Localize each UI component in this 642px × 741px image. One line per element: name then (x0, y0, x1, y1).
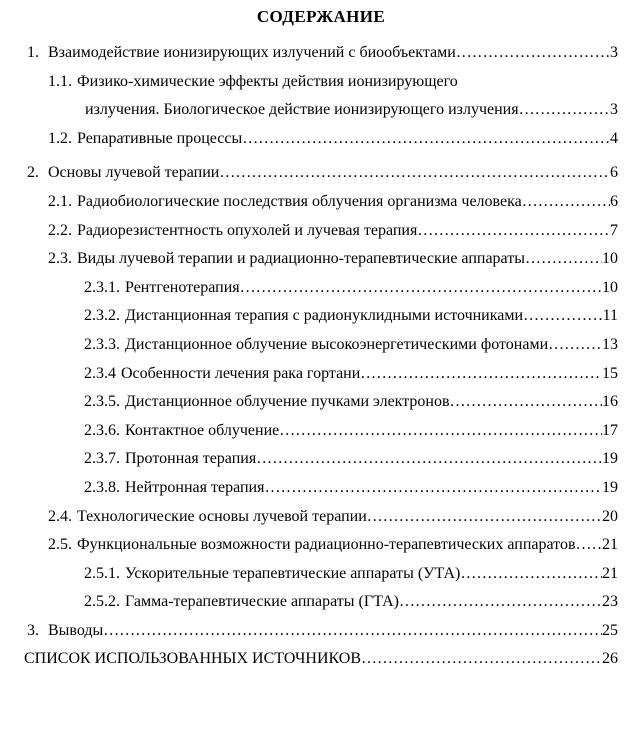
toc-item-2-5-1 (84, 560, 618, 589)
item-number: 1.1. (48, 72, 72, 90)
page-number: 3 (610, 101, 618, 119)
item-label: Виды лучевой терапии и радиационно-терапевтические аппараты (77, 250, 525, 268)
item-number: 3. (27, 621, 39, 639)
item-number: 2.4. (48, 507, 72, 525)
toc-item-2-3-3 (84, 331, 618, 360)
table-of-contents (0, 39, 642, 674)
toc-item-2-3 (48, 245, 618, 274)
page-number: 21 (602, 536, 618, 554)
dot-leader (522, 188, 610, 217)
toc-item-1-2 (48, 125, 618, 154)
page-number: 17 (602, 421, 618, 439)
page-number: 26 (602, 650, 618, 668)
item-label: Функциональные возможности радиационно-терапевтических аппаратов (77, 536, 576, 554)
dot-leader (523, 302, 603, 331)
toc-item-2-1 (48, 188, 618, 217)
toc-item-2-5-2 (84, 588, 618, 617)
page-number: 20 (602, 507, 618, 525)
toc-item-2-3-5 (84, 388, 618, 417)
dot-leader (450, 388, 602, 417)
item-label: Взаимодействие ионизирующих излучений с биообъектами (48, 44, 456, 61)
item-label: Дистанционное облучение высокоэнергетическими фотонами (125, 335, 549, 353)
item-number: 2.1. (48, 192, 72, 210)
page-number: 10 (602, 278, 618, 296)
item-number: 2.3.8. (84, 478, 120, 496)
dot-leader (360, 360, 602, 389)
page-number: 19 (602, 450, 618, 468)
page-number: 6 (610, 164, 618, 182)
item-label: Особенности лечения рака гортани (121, 364, 361, 382)
item-number: 2.3.7. (84, 450, 120, 468)
item-label: Репаративные процессы (77, 129, 243, 147)
item-number: 2.3.6. (84, 421, 120, 439)
toc-item-references (24, 645, 618, 674)
item-label: Дистанционное облучение пучками электронов (125, 393, 450, 411)
item-label: Физико-химические эффекты действия ионизирующего (77, 72, 458, 90)
item-number: 2.3.3. (84, 335, 120, 353)
dot-leader (548, 331, 602, 360)
item-number: 1.2. (48, 129, 72, 147)
dot-leader (256, 445, 602, 474)
page-number: 23 (602, 593, 618, 611)
item-number: 2.3. (48, 250, 72, 268)
toc-item-2-4 (48, 503, 618, 532)
toc-item-1-1-line1 (48, 68, 618, 97)
item-number: 2.5.2. (84, 593, 120, 611)
dot-leader (460, 560, 602, 589)
dot-leader (264, 474, 602, 503)
dot-leader (525, 245, 602, 274)
item-label: Протонная терапия (125, 450, 257, 468)
page-number: 16 (602, 393, 618, 411)
item-label: Дистанционная терапия с радионуклидными источниками (125, 307, 524, 325)
dot-leader (576, 531, 602, 560)
item-number: 2.3.2. (84, 307, 120, 325)
item-label: Основы лучевой терапии (48, 164, 220, 182)
item-label: Технологические основы лучевой терапии (77, 507, 367, 525)
dot-leader (519, 96, 610, 125)
toc-item-2 (27, 159, 618, 188)
item-label: излучения. Биологическое действие ионизирующего излучения (85, 101, 519, 119)
page-number: 19 (602, 478, 618, 496)
dot-leader (242, 125, 610, 154)
page-number: 15 (602, 364, 618, 382)
toc-item-3 (27, 617, 618, 646)
dot-leader (399, 588, 602, 617)
toc-item-2-3-6 (84, 417, 618, 446)
page-number: 10 (602, 250, 618, 268)
page-number: 7 (610, 221, 618, 239)
page-number: 4 (610, 129, 618, 147)
dot-leader (367, 503, 602, 532)
toc-item-2-5 (48, 531, 618, 560)
item-label: Радиорезистентность опухолей и лучевая терапия (77, 221, 418, 239)
item-number: 2.2. (48, 221, 72, 239)
item-label: Ускорительные терапевтические аппараты (УТА) (125, 564, 461, 582)
toc-item-2-3-1 (84, 274, 618, 303)
item-label: Радиобиологические последствия облучения организма человека (77, 192, 522, 210)
page-title: СОДЕРЖАНИЕ (256, 7, 386, 26)
item-label: Нейтронная терапия (125, 478, 265, 496)
item-label: Выводы (48, 621, 104, 639)
item-number: 2.5. (48, 536, 72, 554)
item-label: Рентгенотерапия (125, 278, 240, 296)
item-number: 2.3.4 (84, 364, 116, 382)
page-number: 21 (602, 564, 618, 582)
toc-item-2-3-2 (84, 302, 618, 331)
item-number: 2.3.5. (84, 393, 120, 411)
page-number: 3 (610, 44, 618, 61)
toc-item-2-2 (48, 217, 618, 246)
item-label: СПИСОК ИСПОЛЬЗОВАННЫХ ИСТОЧНИКОВ (24, 650, 362, 668)
dot-leader (361, 645, 602, 674)
toc-item-2-3-4 (84, 360, 618, 389)
toc-item-2-3-7 (84, 445, 618, 474)
item-number: 1. (27, 44, 39, 61)
dot-leader (240, 274, 602, 303)
item-number: 2.5.1. (84, 564, 120, 582)
toc-item-2-3-8 (84, 474, 618, 503)
page-number: 13 (602, 335, 618, 353)
item-label: Контактное облучение (125, 421, 280, 439)
dot-leader (103, 617, 602, 646)
page-number: 11 (602, 307, 618, 325)
dot-leader (219, 159, 610, 188)
dot-leader (456, 39, 610, 68)
toc-item-1-1-line2 (85, 96, 618, 125)
item-label: Гамма-терапевтические аппараты (ГТА) (125, 593, 399, 611)
item-number: 2. (27, 164, 39, 182)
dot-leader (279, 417, 602, 446)
page-number: 25 (602, 621, 618, 639)
toc-item-1 (27, 39, 618, 68)
dot-leader (417, 217, 610, 246)
item-number: 2.3.1. (84, 278, 120, 296)
page-number: 6 (610, 192, 618, 210)
